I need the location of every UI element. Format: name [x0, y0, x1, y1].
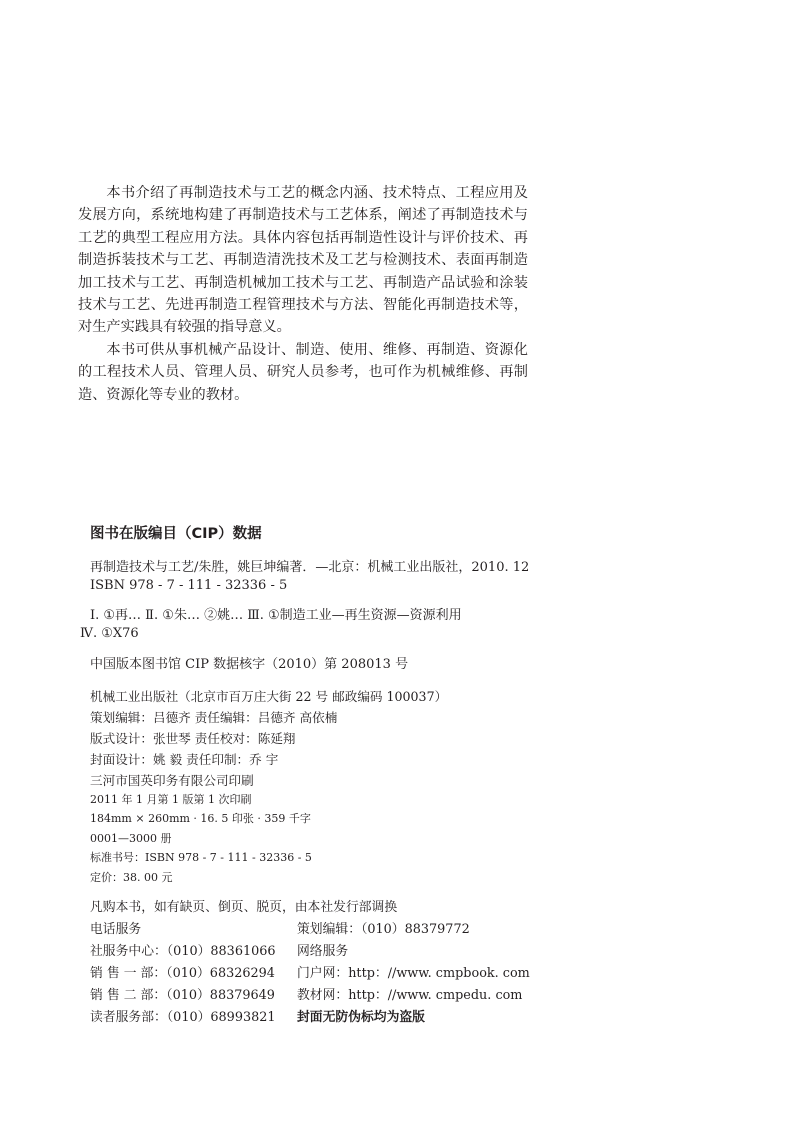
price-line: 定价：38. 00 元 [90, 871, 173, 884]
intro-paragraph-1: 本书介绍了再制造技术与工艺的概念内涵、技术特点、工程应用及发展方向，系统地构建了再制造技术与工艺体系，阐述了再制造技术与工艺的典型工程应用方法。具体内容包括再制造性设计与评价技术、再制造拆装技术与工艺、再制造清洗技术及工艺与检测技术、表面再制造加工技术与工艺、再制造机械加工技术与工艺、再制造产品试验和涂装技术与工艺、先进再制造工程管理技术与方法、智能化再制造技术等，对生产实践具有较强的指导意义。 [78, 185, 528, 336]
format-line: 184mm × 260mm · 16. 5 印张 · 359 千字 [90, 812, 311, 825]
planning-editor-phone: 策划编辑：（010）88379772 [297, 922, 470, 937]
edition-line: 2011 年 1 月第 1 版第 1 次印刷 [90, 793, 252, 806]
cip-title-line: 再制造技术与工艺/朱胜，姚巨坤编著．—北京：机械工业出版社，2010. 12 [90, 560, 530, 575]
sales-dept-1-phone: 销 售 一 部：（010）68326294 [90, 966, 275, 981]
portal-website: 门户网：http：//www. cmpbook. com [297, 966, 530, 981]
cip-subject-line-2: Ⅳ. ①X76 [80, 626, 139, 641]
book-introduction [78, 182, 528, 406]
layout-proof-line: 版式设计：张世琴 责任校对：陈延翔 [90, 731, 296, 746]
publisher-address: 机械工业出版社（北京市百万庄大街 22 号 邮政编码 100037） [90, 689, 448, 704]
network-service-heading: 网络服务 [297, 944, 349, 959]
anti-piracy-notice: 封面无防伪标均为盗版 [297, 1010, 425, 1025]
return-notice: 凡购本书，如有缺页、倒页、脱页，由本社发行部调换 [90, 900, 398, 915]
phone-service-heading: 电话服务 [90, 922, 142, 937]
textbook-website: 教材网：http：//www. cmpedu. com [297, 988, 523, 1003]
service-center-phone: 社服务中心：（010）88361066 [90, 944, 276, 959]
standard-number-line: 标准书号：ISBN 978 - 7 - 111 - 32336 - 5 [90, 851, 312, 864]
printer-line: 三河市国英印务有限公司印刷 [90, 773, 254, 788]
editors-line: 策划编辑：吕德齐 责任编辑：吕德齐 高依楠 [90, 710, 338, 725]
cover-print-line: 封面设计：姚 毅 责任印制：乔 宇 [90, 752, 279, 767]
cip-isbn-line: ISBN 978 - 7 - 111 - 32336 - 5 [90, 578, 288, 593]
print-run-line: 0001—3000 册 [90, 832, 172, 845]
reader-service-phone: 读者服务部：（010）68993821 [90, 1010, 276, 1025]
sales-dept-2-phone: 销 售 二 部：（010）88379649 [90, 988, 275, 1003]
cip-subject-line-1: Ⅰ. ①再… Ⅱ. ①朱… ②姚… Ⅲ. ①制造工业—再生资源—资源利用 [90, 608, 462, 623]
cip-catalog-line: 中国版本图书馆 CIP 数据核字（2010）第 208013 号 [90, 657, 409, 672]
intro-paragraph-2: 本书可供从事机械产品设计、制造、使用、维修、再制造、资源化的工程技术人员、管理人员、研究人员参考，也可作为机械维修、再制造、资源化等专业的教材。 [78, 341, 528, 403]
cip-heading: 图书在版编目（CIP）数据 [90, 526, 262, 542]
